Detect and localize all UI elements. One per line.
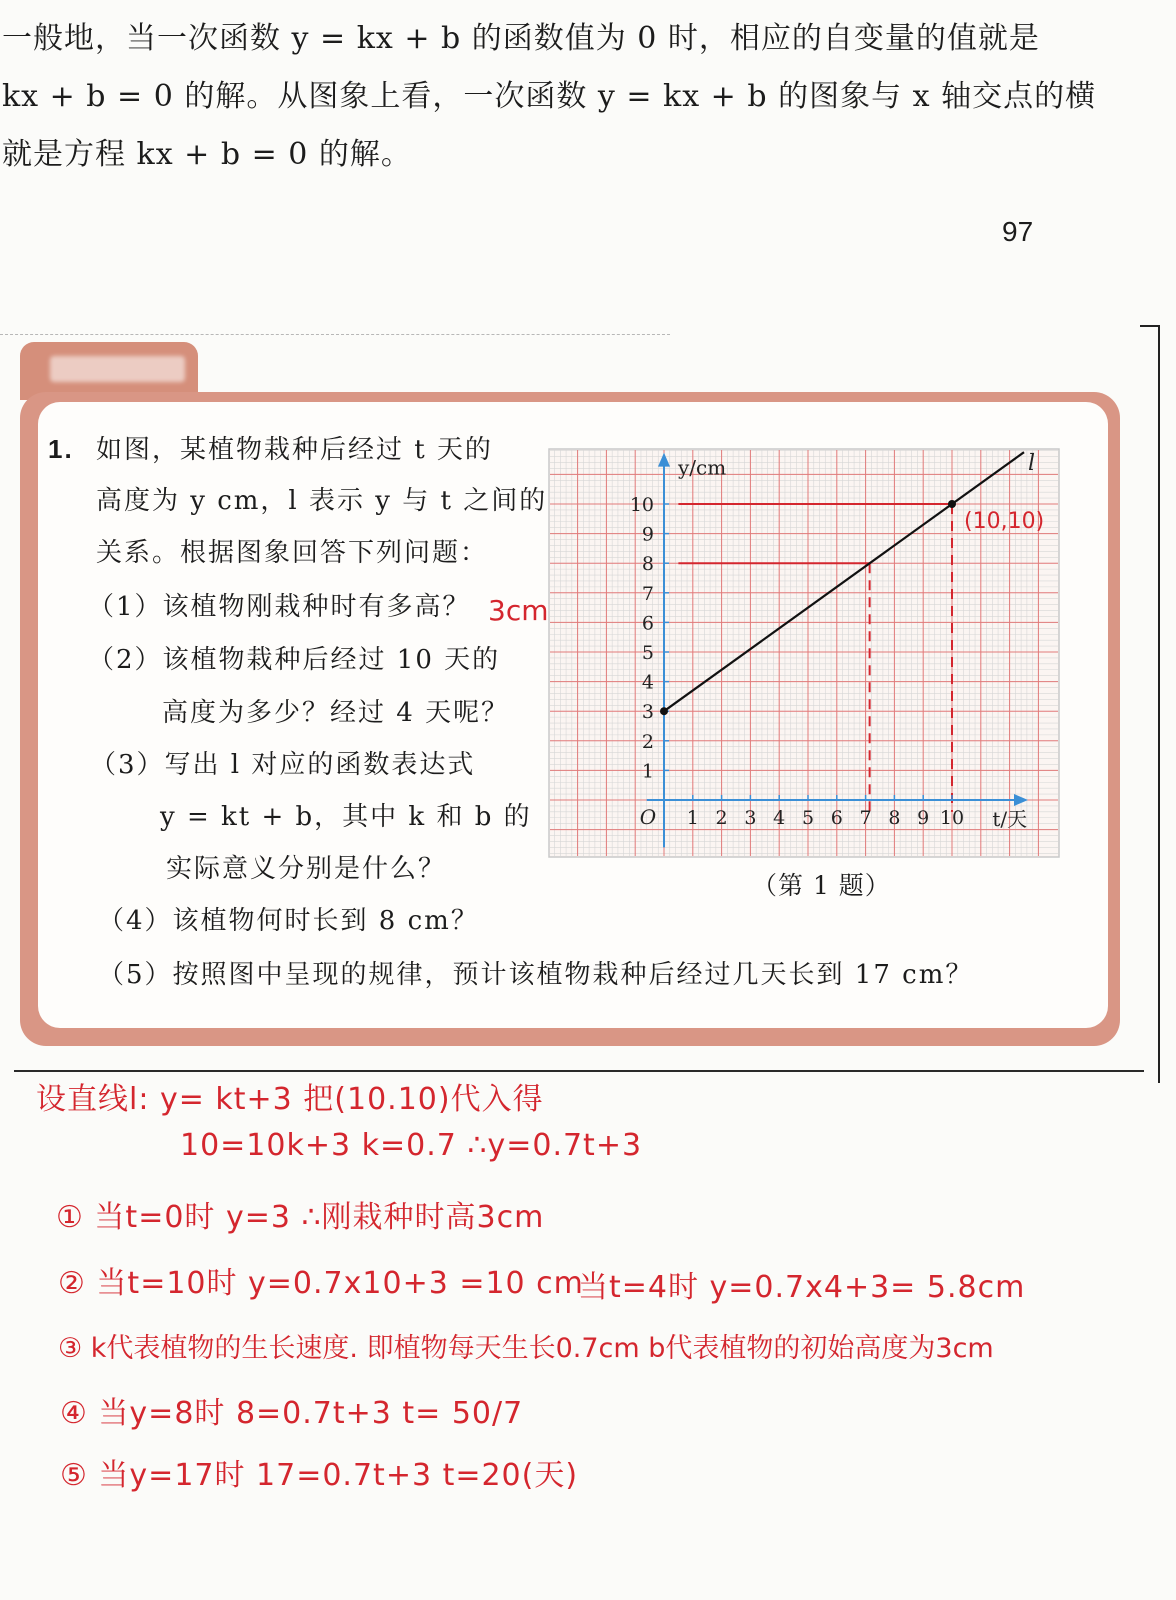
data-point-0	[660, 707, 668, 715]
y-tick-label: 5	[641, 642, 654, 664]
x-tick-label: 5	[801, 807, 815, 829]
question-number: 1.	[48, 434, 74, 464]
x-tick-label: 4	[773, 807, 786, 829]
page-edge-bracket	[1140, 325, 1160, 1083]
y-tick-label: 7	[641, 582, 654, 605]
handwritten-line-4a: ② 当t=10时 y=0.7x10+3 =10 cm	[58, 1266, 584, 1301]
question-stem-line-2: 高度为 y cm，l 表示 y 与 t 之间的	[96, 486, 548, 516]
stem-text-1: 如图，某植物栽种后经过 t 天的	[95, 435, 493, 465]
x-tick-label: 3	[744, 807, 757, 829]
handwriting-divider	[14, 1070, 1144, 1072]
handwritten-line-7: ⑤ 当y=17时 17=0.7t+3 t=20(天)	[60, 1458, 579, 1493]
handwritten-line-5: ③ k代表植物的生长速度. 即植物每天生长0.7cm b代表植物的初始高度为3cm	[58, 1333, 994, 1364]
question-part-3-formula: y = kt + b，其中 k 和 b 的	[160, 802, 532, 832]
handwritten-line-1: 设直线l: y= kt+3 把(10.10)代入得	[36, 1082, 544, 1117]
intro-line-3: 就是方程 kx + b = 0 的解。	[2, 137, 412, 172]
x-tick-label: 8	[888, 807, 901, 829]
x-tick-label: 2	[715, 807, 728, 829]
chart-container	[548, 448, 1060, 858]
y-tick-label: 8	[641, 553, 654, 576]
y-tick-label: 10	[629, 494, 654, 516]
x-tick-label: 7	[859, 807, 872, 829]
point-annotation: (10,10)	[964, 509, 1045, 534]
x-tick-label: 9	[917, 807, 930, 829]
handwritten-line-6: ④ 当y=8时 8=0.7t+3 t= 50/7	[60, 1396, 524, 1431]
y-tick-label: 6	[641, 612, 654, 635]
question-part-5: （5）按照图中呈现的规律，预计该植物栽种后经过几天长到 17 cm？	[98, 960, 974, 990]
origin-label: O	[639, 805, 657, 829]
data-point-1	[948, 500, 956, 508]
question-stem-line-1	[48, 430, 493, 469]
line-label-l: l	[1028, 451, 1036, 477]
question-part-3-cont: 实际意义分别是什么？	[166, 854, 447, 884]
exercise-tab-label	[50, 356, 185, 382]
question-part-4: （4）该植物何时长到 8 cm？	[98, 906, 479, 936]
y-tick-label: 2	[641, 730, 654, 753]
page-number: 97	[1002, 216, 1034, 247]
line-chart	[548, 448, 1060, 858]
question-part-1: （1）该植物刚栽种时有多高？	[88, 592, 471, 622]
question-stem-line-3: 关系。根据图象回答下列问题：	[96, 538, 489, 568]
question-part-2-cont: 高度为多少？经过 4 天呢？	[162, 698, 510, 728]
question-part-3: （3）写出 l 对应的函数表达式	[90, 750, 476, 780]
intro-line-2: kx + b = 0 的解。从图象上看，一次函数 y = kx + b 的图象与 x 轴交点的横	[2, 79, 1097, 114]
handwritten-line-2: 10=10k+3 k=0.7 ∴y=0.7t+3	[180, 1128, 643, 1163]
y-tick-label: 4	[641, 671, 654, 694]
figure-caption: （第 1 题）	[752, 871, 891, 900]
handwritten-line-3: ① 当t=0时 y=3 ∴刚栽种时高3cm	[56, 1200, 545, 1235]
y-tick-label: 9	[641, 523, 654, 546]
x-axis-label: t/天	[992, 807, 1028, 831]
x-tick-label: 10	[939, 807, 965, 829]
question-part-2: （2）该植物栽种后经过 10 天的	[88, 645, 501, 675]
y-tick-label: 3	[641, 701, 654, 724]
y-tick-label: 1	[641, 760, 654, 783]
page-divider	[0, 334, 670, 335]
handwritten-line-4b: 当t=4时 y=0.7x4+3= 5.8cm	[578, 1270, 1026, 1305]
y-axis-label: y/cm	[678, 455, 727, 480]
x-tick-label: 6	[830, 807, 843, 829]
handwritten-answer-1: 3cm	[488, 594, 549, 627]
x-tick-label: 1	[686, 807, 699, 829]
intro-paragraph	[2, 10, 1097, 184]
intro-line-1: 一般地，当一次函数 y = kx + b 的函数值为 0 时，相应的自变量的值就是	[2, 21, 1040, 56]
